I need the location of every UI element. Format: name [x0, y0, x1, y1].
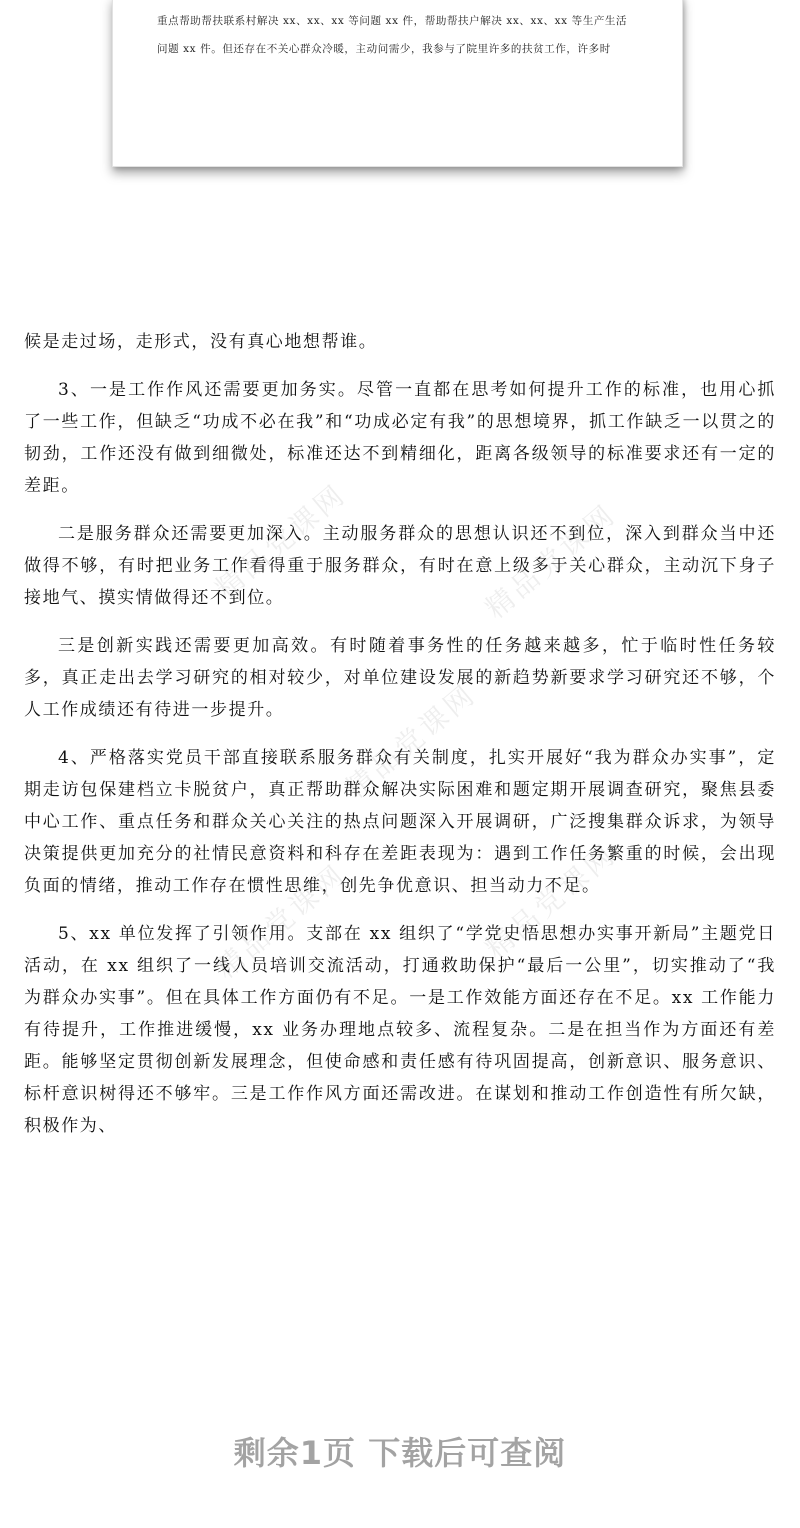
paragraph-4: 4、严格落实党员干部直接联系服务群众有关制度，扎实开展好“我为群众办实事”，定期走访包保建档立卡脱贫户，真正帮助群众解决实际困难和题定期开展调查研究，聚焦县委中心工作、重点任务和群众关心关注的热点问题深入开展调研，广泛搜集群众诉求，为领导决策提供更加充分的社情民意资料和科存在差距表现为：遇到工作任务繁重的时候，会出现负面的情绪，推动工作存在惯性思维，创先争优意识、担当动力不足。: [24, 748, 776, 896]
remaining-pages-notice[interactable]: 剩余1页 下载后可查阅: [233, 1434, 567, 1472]
watermark: 精品党课网: [209, 857, 353, 986]
paragraph-innovation: 三是创新实践还需要更加高效。有时随着事务性的任务越来越多，忙于临时性任务较多，真正走出去学习研究的相对较少，对单位建设发展的新趋势新要求学习研究还不够，个人工作成绩还有待进一步提升。: [24, 636, 776, 720]
paragraph-5: 5、xx 单位发挥了引领作用。支部在 xx 组织了“学党史悟思想办实事开新局”主题党日活动，在 xx 组织了一线人员培训交流活动，打通救助保护“最后一公里”，切实推动了“我为群众办实事”。但在具体工作方面仍有不足。一是工作效能方面还存在不足。xx 工作能力有待提升，工作推进缓慢，xx 业务办理地点较多、流程复杂。二是在担当作为方面还有差距。能够坚定贯彻创新发展理念，但使命感和责任感有待巩固提高，创新意识、服务意识、标杆意识树得还不够牢。三是工作作风方面还需改进。在谋划和推动工作创造性有所欠缺，积极作为、: [24, 924, 776, 1136]
watermark: 精品党课网: [339, 677, 483, 806]
watermark: 精品党课网: [209, 477, 353, 606]
preview-line-2: 问题 xx 件。但还存在不关心群众冷暖，主动问需少，我参与了院里许多的扶贫工作，许多时: [157, 43, 611, 55]
document-body: [24, 326, 776, 1158]
previous-page-preview: [112, 0, 683, 167]
paragraph-service: 二是服务群众还需要更加深入。主动服务群众的思想认识还不到位，深入到群众当中还做得不够，有时把业务工作看得重于服务群众，有时在意上级多于关心群众，主动沉下身子接地气、摸实情做得还不到位。: [24, 524, 776, 608]
preview-top-band: [0, 0, 800, 200]
watermark: 精品党课网: [479, 497, 623, 626]
watermark: 精品党课网: [479, 837, 623, 966]
preview-line-1: 重点帮助帮扶联系村解决 xx、xx、xx 等问题 xx 件，帮助帮扶户解决 xx、xx、xx 等生产生活: [157, 15, 628, 27]
paragraph-continuation: 候是走过场，走形式，没有真心地想帮谁。: [24, 332, 378, 352]
paragraph-3: 3、一是工作作风还需要更加务实。尽管一直都在思考如何提升工作的标准，也用心抓了一些工作，但缺乏“功成不必在我”和“功成必定有我”的思想境界，抓工作缺乏一以贯之的韧劲，工作还没有做到细微处，标准还达不到精细化，距离各级领导的标准要求还有一定的差距。: [24, 380, 776, 496]
